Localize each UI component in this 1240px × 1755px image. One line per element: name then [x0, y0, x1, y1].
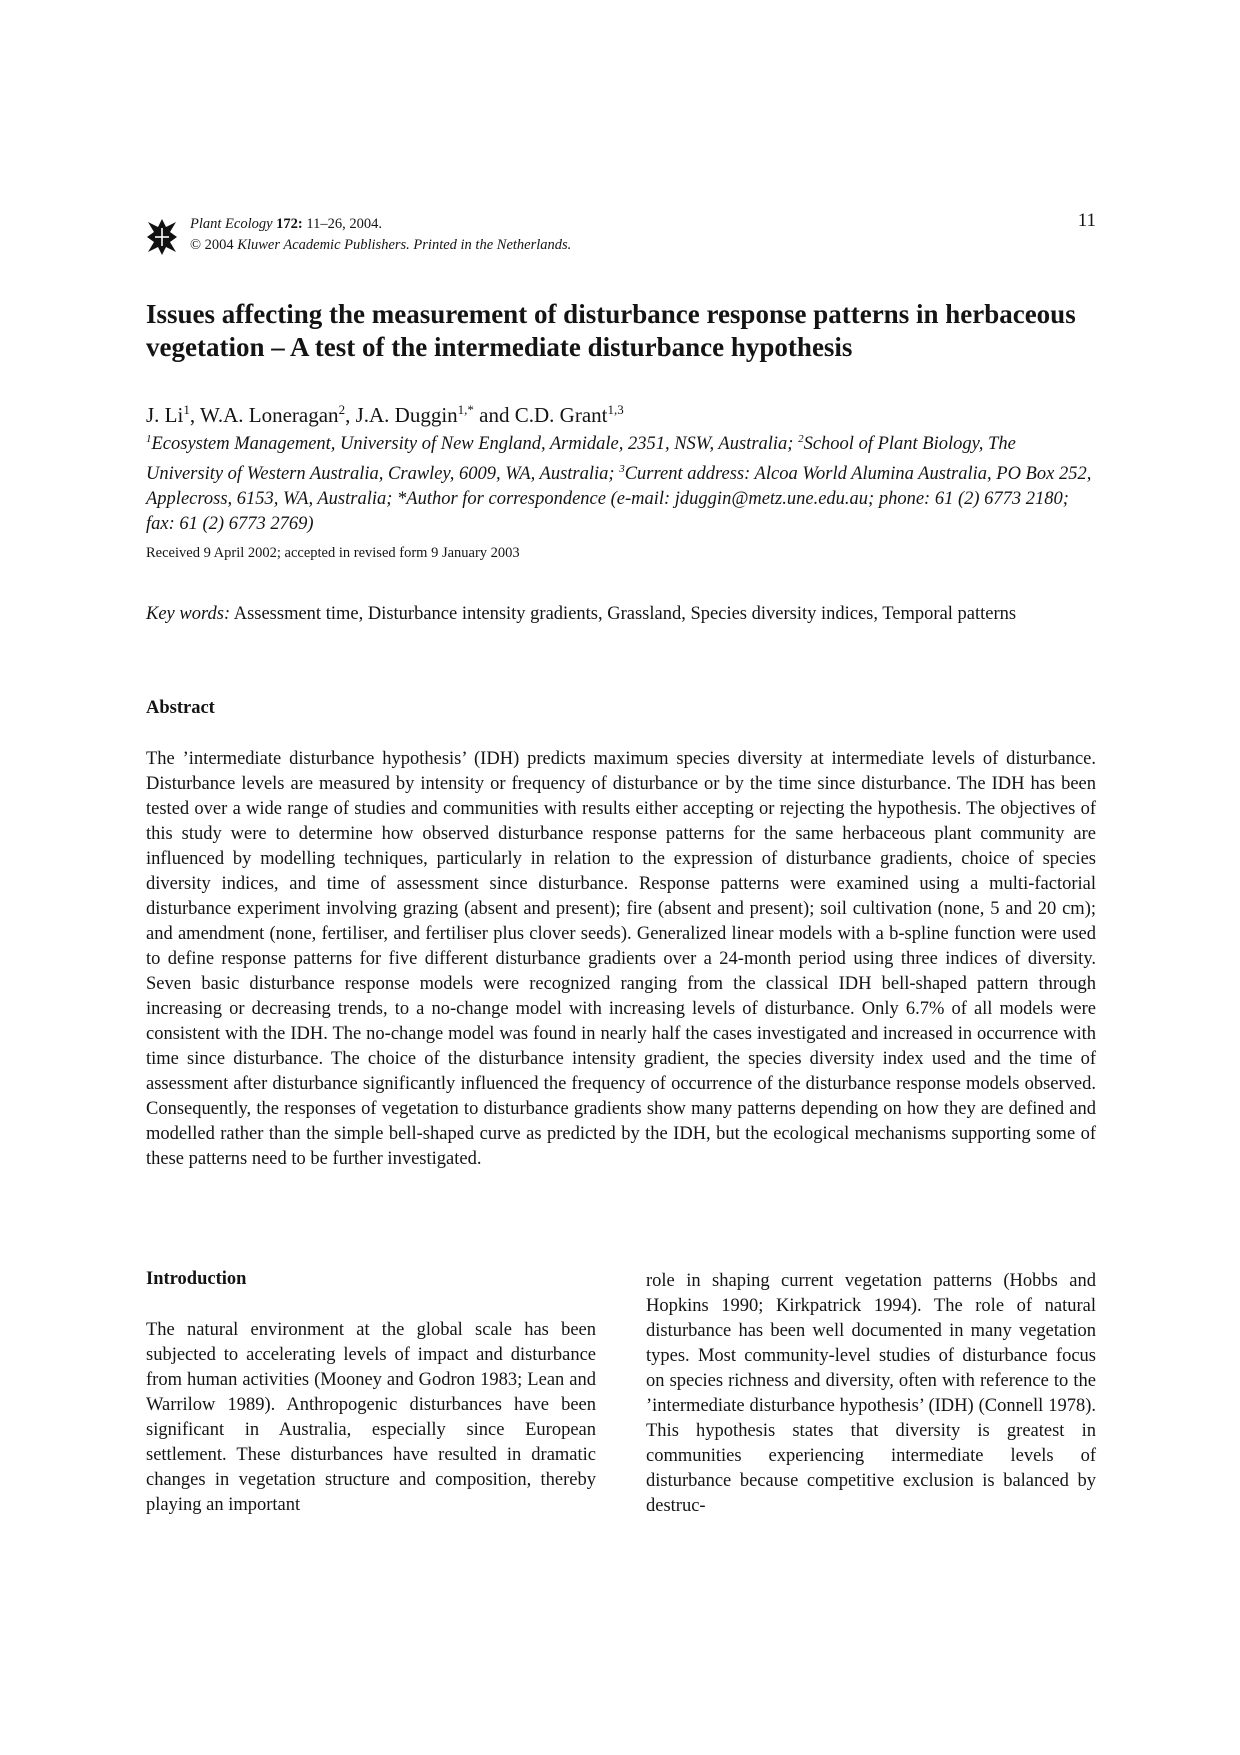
- author-list: [146, 396, 624, 429]
- author-affiliation-mark: 1,*: [457, 402, 474, 417]
- article-title: Issues affecting the measurement of disturbance response patterns in herbaceous vegetation – A test of the intermediate disturbance hypothesis: [146, 299, 1076, 362]
- affiliation-mark: 1: [146, 433, 152, 445]
- journal-citation: [190, 214, 571, 256]
- page-number: 11: [1077, 210, 1096, 231]
- affiliations: [146, 427, 1096, 537]
- journal-volume: 172:: [276, 216, 303, 232]
- author-name: C.D. Grant: [514, 403, 608, 427]
- copyright-year: © 2004: [190, 237, 238, 253]
- author-separator: and: [473, 403, 515, 427]
- introduction-text-right-column: role in shaping current vegetation patterns (Hobbs and Hopkins 1990; Kirkpatrick 1994). The role of natural disturbance has been well documented in many vegetation types. Most community-level studies of disturbance focus on species richness and diversity, often with reference to the ’intermediate disturbance hypothesis’ (IDH) (Connell 1978). This hypothesis states that diversity is greatest in communities experiencing intermediate levels of disturbance because competitive exclusion is balanced by destruc-: [646, 1271, 1096, 1516]
- author-affiliation-mark: 1,3: [607, 402, 624, 417]
- keywords-label: Key words:: [146, 604, 231, 624]
- keywords-text: Assessment time, Disturbance intensity gradients, Grassland, Species diversity indices, Temporal patterns: [230, 604, 1017, 624]
- abstract-heading: Abstract: [146, 698, 215, 718]
- affiliation-text: Ecosystem Management, University of New England, Armidale, 2351, NSW, Australia;: [151, 434, 799, 455]
- affiliation-text: Current address: Alcoa World Alumina Australia, PO Box 252, Applecross, 6153, WA, Australia; *Author for correspondence (e-mail: jduggin@metz.une.edu.au; phone: 61 (2) 6773 2180; fax: 61 (2) 6773 2769): [146, 464, 1092, 535]
- author-affiliation-mark: 1: [183, 402, 190, 417]
- keywords: [146, 602, 1096, 627]
- introduction-heading: Introduction: [146, 1269, 247, 1289]
- publisher-logo-icon: [146, 218, 178, 256]
- journal-pages-year: 11–26, 2004.: [302, 216, 382, 232]
- author-separator: ,: [345, 403, 356, 427]
- received-date: Received 9 April 2002; accepted in revised form 9 January 2003: [146, 545, 520, 561]
- publisher-line: Kluwer Academic Publishers. Printed in the Netherlands.: [237, 237, 572, 253]
- author-name: W.A. Loneragan: [199, 403, 339, 427]
- author-affiliation-mark: 2: [338, 402, 346, 417]
- affiliation-text: School of Plant Biology, The University of Western Australia, Crawley, 6009, WA, Australia;: [146, 434, 1016, 485]
- abstract-text: The ’intermediate disturbance hypothesis’ (IDH) predicts maximum species diversity at intermediate levels of disturbance. Disturbance levels are measured by intensity or frequency of disturbance or by the time since disturbance. The IDH has been tested over a wide range of studies and communities with results either accepting or rejecting the hypothesis. The objectives of this study were to determine how observed disturbance response patterns for the same herbaceous plant community are influenced by modelling techniques, particularly in relation to the expression of disturbance gradients, choice of species diversity indices, and time of assessment since disturbance. Response patterns were examined using a multi-factorial disturbance experiment involving grazing (absent and present); fire (absent and present); soil cultivation (none, 5 and 20 cm); and amendment (none, fertiliser, and fertiliser plus clover seeds). Generalized linear models with a b-spline function were used to define response patterns for five different disturbance gradients over a 24-month period using three indices of diversity. Seven basic disturbance response models were recognized ranging from the classical IDH bell-shaped pattern through increasing or decreasing trends, to a no-change model with increasing levels of disturbance. Only 6.7% of all models were consistent with the IDH. The no-change model was found in nearly half the cases investigated and increased in occurrence with time since disturbance. The choice of the disturbance intensity gradient, the species diversity index used and the time of assessment after disturbance significantly influenced the frequency of occurrence of the disturbance response models observed. Consequently, the responses of vegetation to disturbance gradients show many patterns depending on how they are defined and modelled rather than the simple bell-shaped curve as predicted by the IDH, but the ecological mechanisms supporting some of these patterns need to be further investigated.: [146, 749, 1096, 1169]
- author-name: J. Li: [146, 403, 184, 427]
- author-separator: ,: [189, 403, 200, 427]
- author-name: J.A. Duggin: [355, 403, 458, 427]
- affiliation-mark: 3: [619, 463, 625, 476]
- introduction-text-left-column: The natural environment at the global scale has been subjected to accelerating levels of impact and disturbance from human activities (Mooney and Godron 1983; Lean and Warrilow 1989). Anthropogenic disturbances have been significant in Australia, especially since European settlement. These disturbances have resulted in dramatic changes in vegetation structure and composition, thereby playing an important: [146, 1320, 596, 1515]
- journal-name: Plant Ecology: [190, 216, 273, 232]
- journal-header: [146, 210, 1096, 264]
- affiliation-mark: 2: [798, 433, 804, 445]
